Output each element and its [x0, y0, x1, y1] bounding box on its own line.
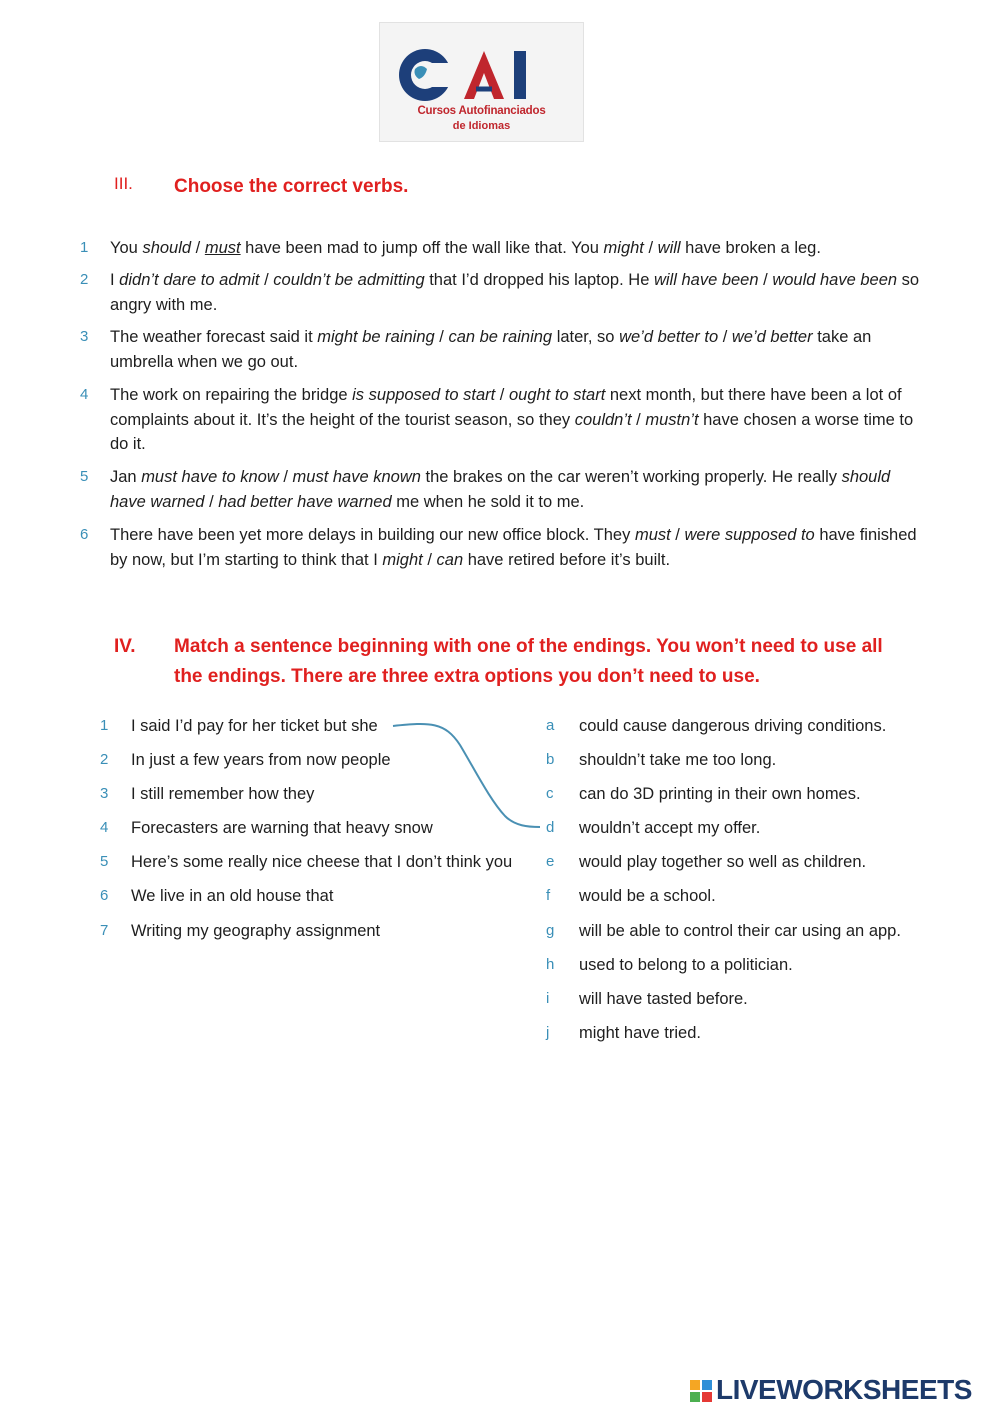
verb-option: didn’t dare to admit [119, 271, 260, 289]
cai-logo-graphic [380, 23, 585, 103]
verb-option: mustn’t [645, 410, 699, 429]
ending-letter: a [546, 717, 555, 734]
beginning-number: 7 [100, 922, 109, 939]
section-4-heading [114, 632, 914, 696]
ending-text: shouldn’t take me too long. [579, 751, 777, 769]
beginning-number: 2 [100, 751, 109, 768]
ending-letter: h [546, 956, 555, 973]
item-number: 3 [80, 328, 89, 345]
verb-option: will have been [653, 271, 759, 289]
liveworksheets-logo [690, 1372, 990, 1406]
beginning-number: 1 [100, 717, 109, 734]
beginning-number: 5 [100, 853, 109, 870]
section-3-number: III. [114, 174, 133, 193]
ending-letter: f [546, 887, 551, 904]
verb-option: can be raining [448, 328, 553, 346]
verb-option: couldn’t [574, 410, 632, 429]
beginning-number: 4 [100, 819, 109, 836]
item-text: The weather forecast said it might be raining / can be raining later, so we’d better to / we’d better take an umbrella when we go out. [110, 328, 872, 371]
verb-option: is supposed to start [352, 386, 496, 404]
item-text: The work on repairing the bridge is supposed to start / ought to start next month, but there have been a lot of complaints about it. It’s the height of the tourist season, so they couldn’t / mustn’t have chosen a worse time to do it. [110, 386, 914, 453]
section-4-number: IV. [114, 636, 136, 657]
beginning-text: I still remember how they [131, 785, 315, 803]
verb-option: must have known [292, 468, 421, 486]
beginning-number: 6 [100, 887, 109, 904]
verb-option: would have been [772, 271, 898, 289]
beginning-text: Here’s some really nice cheese that I don’t think you [131, 853, 513, 871]
ending-text: wouldn’t accept my offer. [579, 819, 761, 837]
beginning-text: I said I’d pay for her ticket but she [131, 717, 378, 735]
beginning-text: We live in an old house that [131, 887, 334, 905]
ending-letter: j [546, 1024, 550, 1041]
beginning-text: In just a few years from now people [131, 751, 391, 769]
verb-option: couldn’t be admitting [273, 271, 425, 289]
verb-option: were supposed to [684, 526, 815, 544]
verb-option: should have warned [110, 468, 891, 511]
verb-option: will [657, 239, 681, 257]
verb-option: should [142, 239, 192, 257]
verb-option: we’d better [731, 328, 813, 346]
beginning-text: Forecasters are warning that heavy snow [131, 819, 433, 837]
ending-letter: g [546, 922, 555, 939]
verb-option: must [634, 526, 671, 544]
section-4-title: Match a sentence beginning with one of the endings. You won’t need to use all the endings. There are three extra options you don’t need to use. [174, 636, 883, 687]
verb-option: we’d better to [619, 328, 719, 346]
item-text: Jan must have to know / must have known the brakes on the car weren’t working properly. He really should have warned / had better have warned me when he sold it to me. [110, 468, 891, 511]
ending-letter: b [546, 751, 555, 768]
ending-letter: i [546, 990, 550, 1007]
item-number: 2 [80, 271, 89, 288]
beginning-text: Writing my geography assignment [131, 922, 381, 940]
ending-text: would be a school. [579, 887, 716, 905]
ending-letter: c [546, 785, 554, 802]
ending-text: can do 3D printing in their own homes. [579, 785, 861, 803]
cai-logo [379, 22, 584, 142]
item-text: You should / must have been mad to jump off the wall like that. You might / will have broken a leg. [110, 239, 821, 257]
item-number: 4 [80, 386, 89, 403]
verb-option: ought to start [508, 386, 606, 404]
verb-option-underlined: must [204, 239, 241, 257]
ending-text: will have tasted before. [579, 990, 748, 1008]
ending-text: might have tried. [579, 1024, 701, 1042]
item-number: 6 [80, 526, 89, 543]
section-3-title: Choose the correct verbs. [174, 176, 409, 197]
verb-option: might [603, 239, 644, 257]
ending-text: used to belong to a politician. [579, 956, 793, 974]
ending-text: will be able to control their car using an app. [579, 922, 901, 940]
beginning-number: 3 [100, 785, 109, 802]
verb-option: must have to know [141, 468, 279, 486]
section-3-heading [114, 172, 914, 202]
item-number: 1 [80, 239, 89, 256]
liveworksheets-brand: LIVEWORKSHEETS [716, 1374, 972, 1405]
ending-text: could cause dangerous driving conditions. [579, 717, 887, 735]
verb-option: might [382, 550, 423, 569]
ending-text: would play together so well as children. [579, 853, 867, 871]
logo-line-1: Cursos Autofinanciados [417, 105, 546, 117]
verb-option: can [436, 550, 464, 569]
verb-option: might be raining [317, 328, 435, 346]
liveworksheets-icon [690, 1380, 712, 1402]
ending-letter: d [546, 819, 555, 836]
item-text: There have been yet more delays in building our new office block. They must / were supposed to have finished by now, but I’m starting to think that I might / can have retired before it’s built. [110, 526, 917, 569]
item-number: 5 [80, 468, 89, 485]
ending-letter: e [546, 853, 555, 870]
verb-option: had better have warned [218, 492, 392, 511]
item-text: I didn’t dare to admit / couldn’t be admitting that I’d dropped his laptop. He will have been / would have been so angry with me. [110, 271, 920, 314]
logo-line-2: de Idiomas [452, 120, 511, 132]
